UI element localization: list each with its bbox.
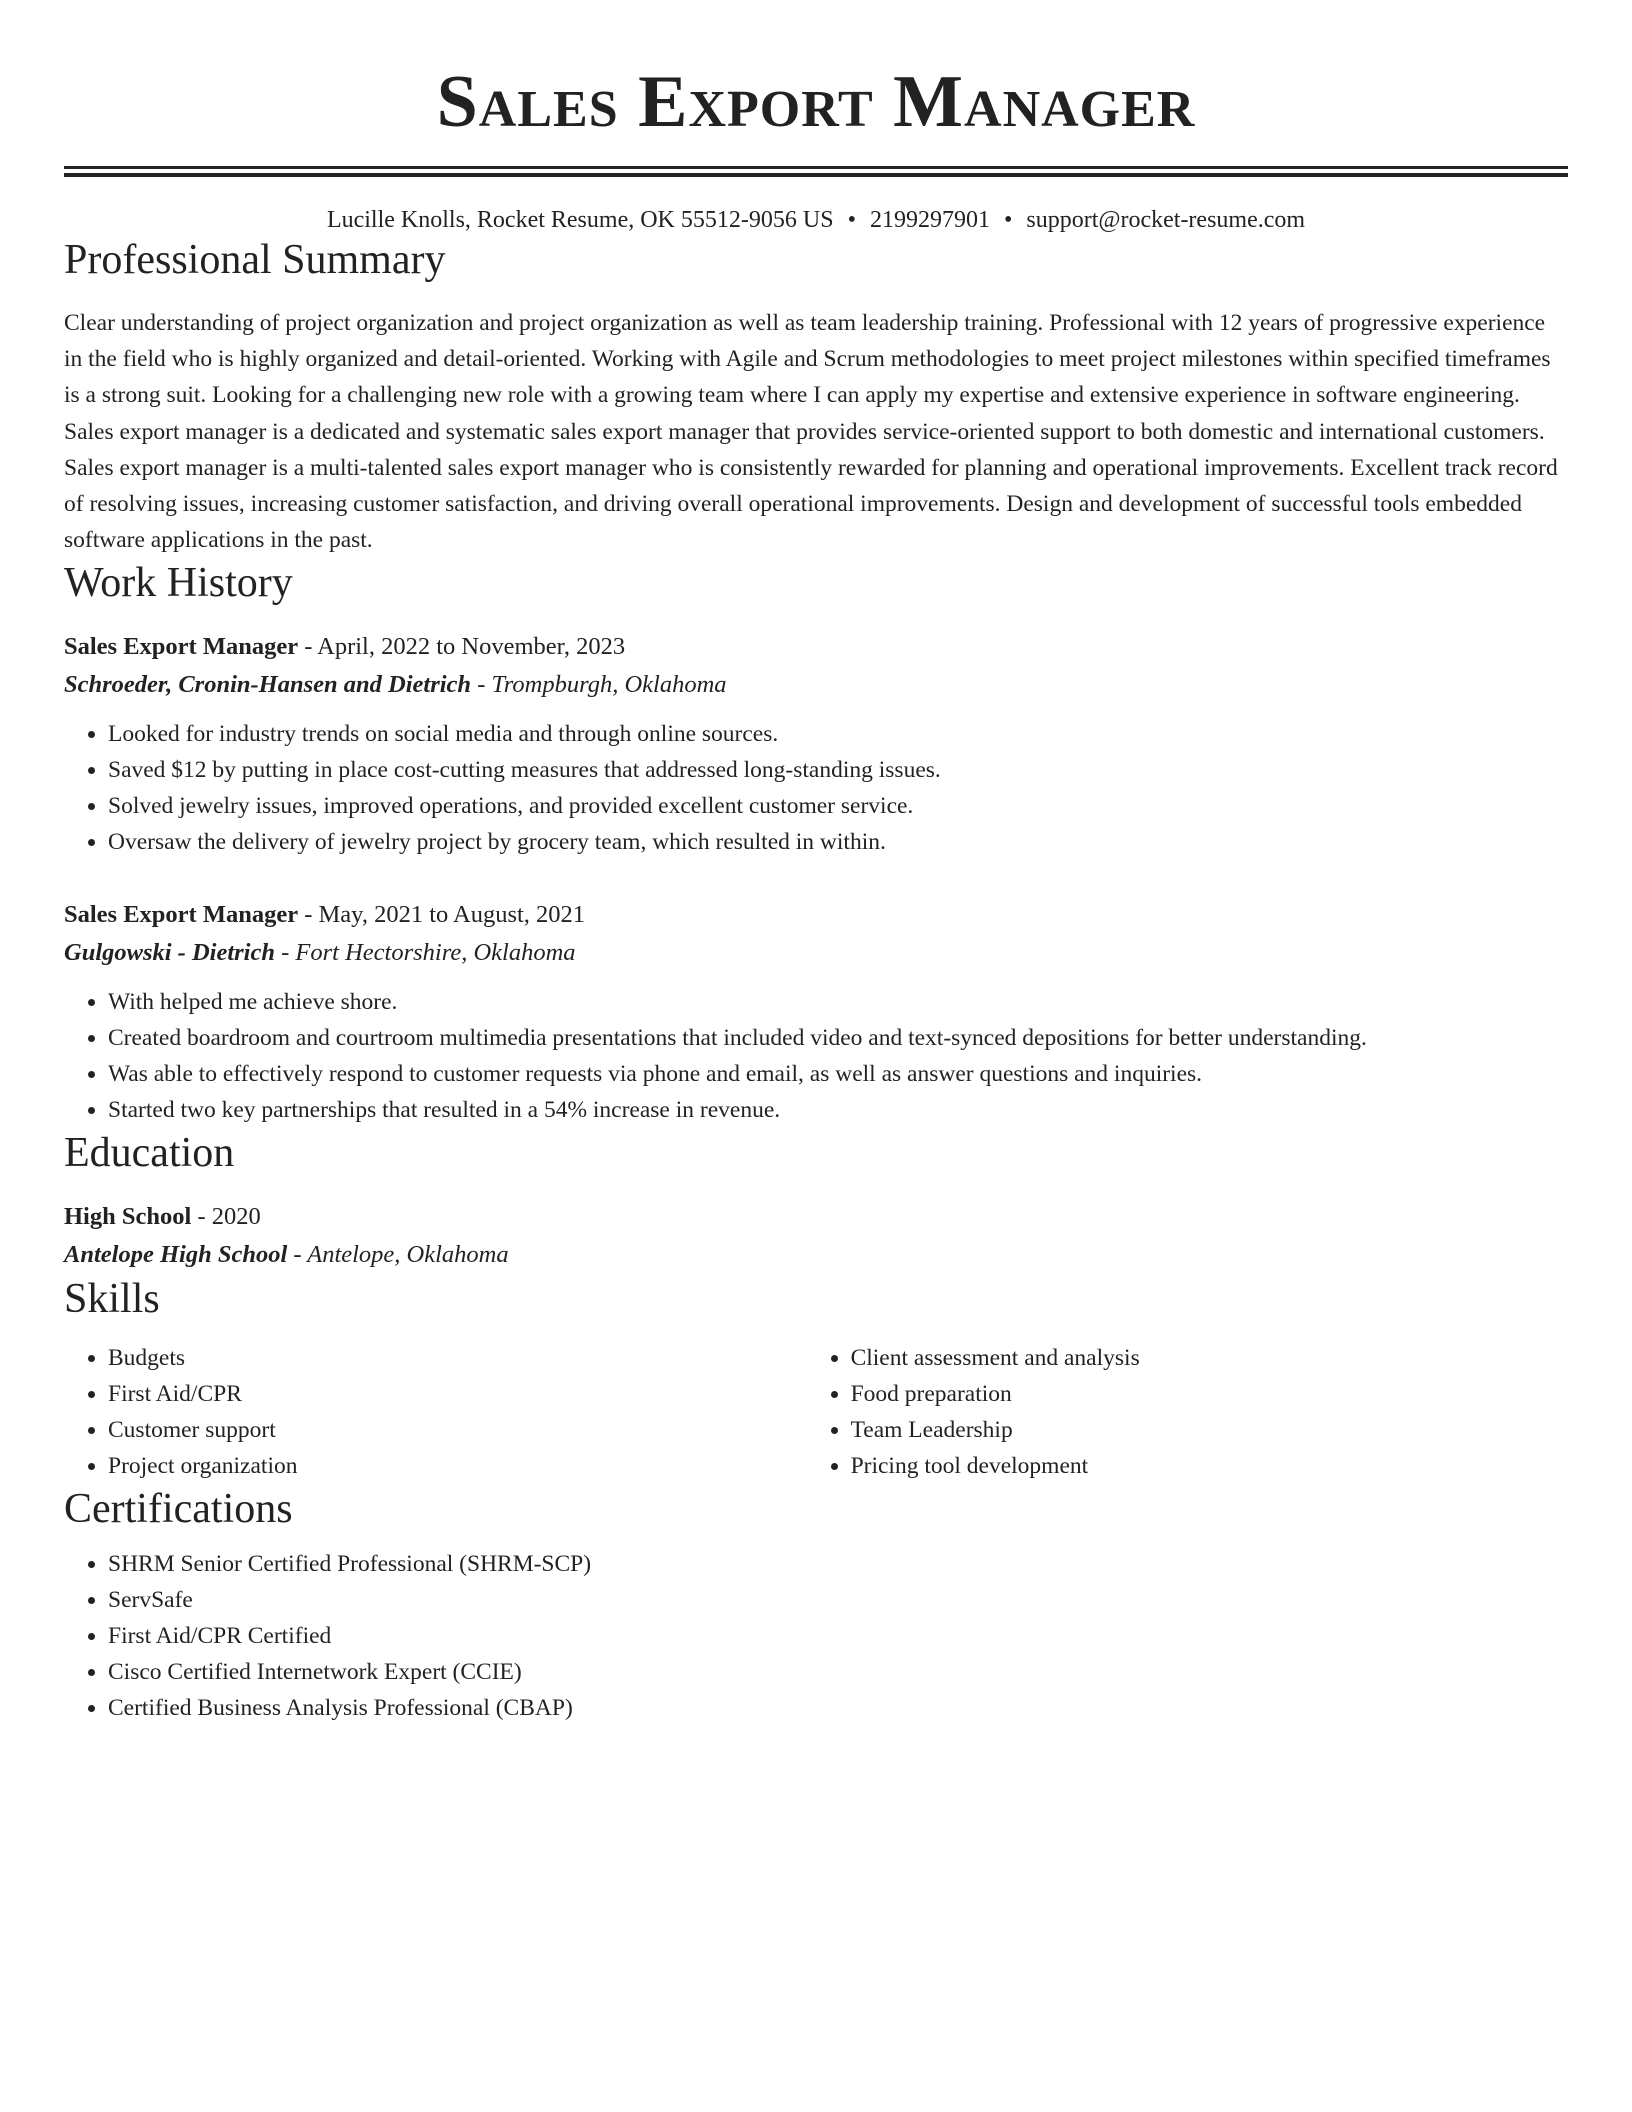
job-location: - Fort Hectorshire, Oklahoma	[275, 939, 576, 967]
list-item: • Saved $12 by putting in place cost-cutting measures that addressed long-standing issues.	[108, 752, 1568, 788]
work-history-heading: Work History	[64, 560, 293, 607]
job-dates: - May, 2021 to August, 2021	[298, 901, 586, 929]
list-item: • Pricing tool development	[851, 1448, 1568, 1484]
resume-page	[64, 0, 1568, 1726]
list-item: • With helped me achieve shore.	[108, 984, 1568, 1020]
contact-email: support@rocket-resume.com	[1026, 207, 1306, 233]
list-item: • Created boardroom and courtroom multimedia presentations that included video and text-synced depositions for better understanding.	[108, 1020, 1568, 1056]
job-bullets	[64, 984, 1568, 1128]
skills-list	[64, 1340, 1568, 1484]
job-entry	[64, 896, 1568, 1128]
job-role: Sales Export Manager	[64, 633, 299, 661]
summary-heading: Professional Summary	[64, 237, 446, 283]
contact-phone: 2199297901	[869, 207, 990, 233]
list-item: • First Aid/CPR Certified	[108, 1618, 1568, 1654]
education-location: - Antelope, Oklahoma	[287, 1241, 509, 1269]
list-item: • First Aid/CPR	[108, 1376, 807, 1412]
list-item: • Certified Business Analysis Professional (CBAP)	[108, 1690, 1568, 1726]
list-item: • Client assessment and analysis	[851, 1340, 1568, 1376]
contact-separator: •	[847, 207, 856, 233]
job-company-line	[64, 934, 1568, 972]
skills-heading: Skills	[64, 1276, 160, 1323]
list-item: • Project organization	[108, 1448, 807, 1484]
job-role: Sales Export Manager	[64, 901, 299, 929]
list-item: • Team Leadership	[851, 1412, 1568, 1448]
job-bullets	[64, 716, 1568, 860]
list-item: • Started two key partnerships that resulted in a 54% increase in revenue.	[108, 1092, 1568, 1128]
list-item: • Was able to effectively respond to customer requests via phone and email, as well as answer questions and inquiries.	[108, 1056, 1568, 1092]
job-title-line	[64, 896, 1568, 934]
education-school-line	[64, 1236, 1568, 1274]
header-divider	[64, 166, 1568, 177]
list-item: • Oversaw the delivery of jewelry project by grocery team, which resulted in within.	[108, 824, 1568, 860]
job-company-line	[64, 666, 1568, 704]
summary-text: Clear understanding of project organization and project organization as well as team leadership training. Professional with 12 years of progressive experience in the field who is highly organized and detail-oriented. Working with Agile and Scrum methodologies to meet project milestones within specified timeframes is a strong suit. Looking for a challenging new role with a growing team where I can apply my expertise and extensive experience in software engineering. Sales export manager is a dedicated and systematic sales export manager that provides service-oriented support to both domestic and international customers. Sales export manager is a multi-talented sales export manager who is consistently rewarded for planning and operational improvements. Excellent track record of resolving issues, increasing customer satisfaction, and driving overall operational improvements. Design and development of successful tools embedded software applications in the past.	[64, 310, 1558, 554]
education-heading: Education	[64, 1130, 235, 1177]
contact-line	[64, 205, 1568, 235]
list-item: • Food preparation	[851, 1376, 1568, 1412]
education-school: Antelope High School	[64, 1241, 288, 1269]
list-item: • SHRM Senior Certified Professional (SHRM-SCP)	[108, 1546, 1568, 1582]
list-item: • Cisco Certified Internetwork Expert (CCIE)	[108, 1654, 1568, 1690]
job-dates: - April, 2022 to November, 2023	[298, 633, 626, 661]
education-degree: High School	[64, 1203, 192, 1231]
job-location: - Trompburgh, Oklahoma	[471, 671, 727, 699]
certifications-list	[64, 1546, 1568, 1726]
contact-separator: •	[1003, 207, 1013, 233]
skills-column-right	[807, 1340, 1568, 1484]
education-degree-line	[64, 1198, 1568, 1236]
contact-address: Lucille Knolls, Rocket Resume, OK 55512-9056 US	[326, 207, 834, 233]
job-title-line	[64, 628, 1568, 666]
resume-name: Sales Export Manager	[436, 61, 1196, 143]
job-company: Gulgowski - Dietrich	[64, 939, 275, 967]
education-entry	[64, 1198, 1568, 1274]
education-year: - 2020	[191, 1203, 261, 1231]
list-item: • Looked for industry trends on social media and through online sources.	[108, 716, 1568, 752]
list-item: • Customer support	[108, 1412, 807, 1448]
certifications-heading: Certifications	[64, 1486, 293, 1533]
job-entry	[64, 628, 1568, 860]
skills-column-left	[64, 1340, 807, 1484]
list-item: • Budgets	[108, 1340, 807, 1376]
list-item: • Solved jewelry issues, improved operations, and provided excellent customer service.	[108, 788, 1568, 824]
list-item: • ServSafe	[108, 1582, 1568, 1618]
job-company: Schroeder, Cronin-Hansen and Dietrich	[64, 671, 472, 699]
